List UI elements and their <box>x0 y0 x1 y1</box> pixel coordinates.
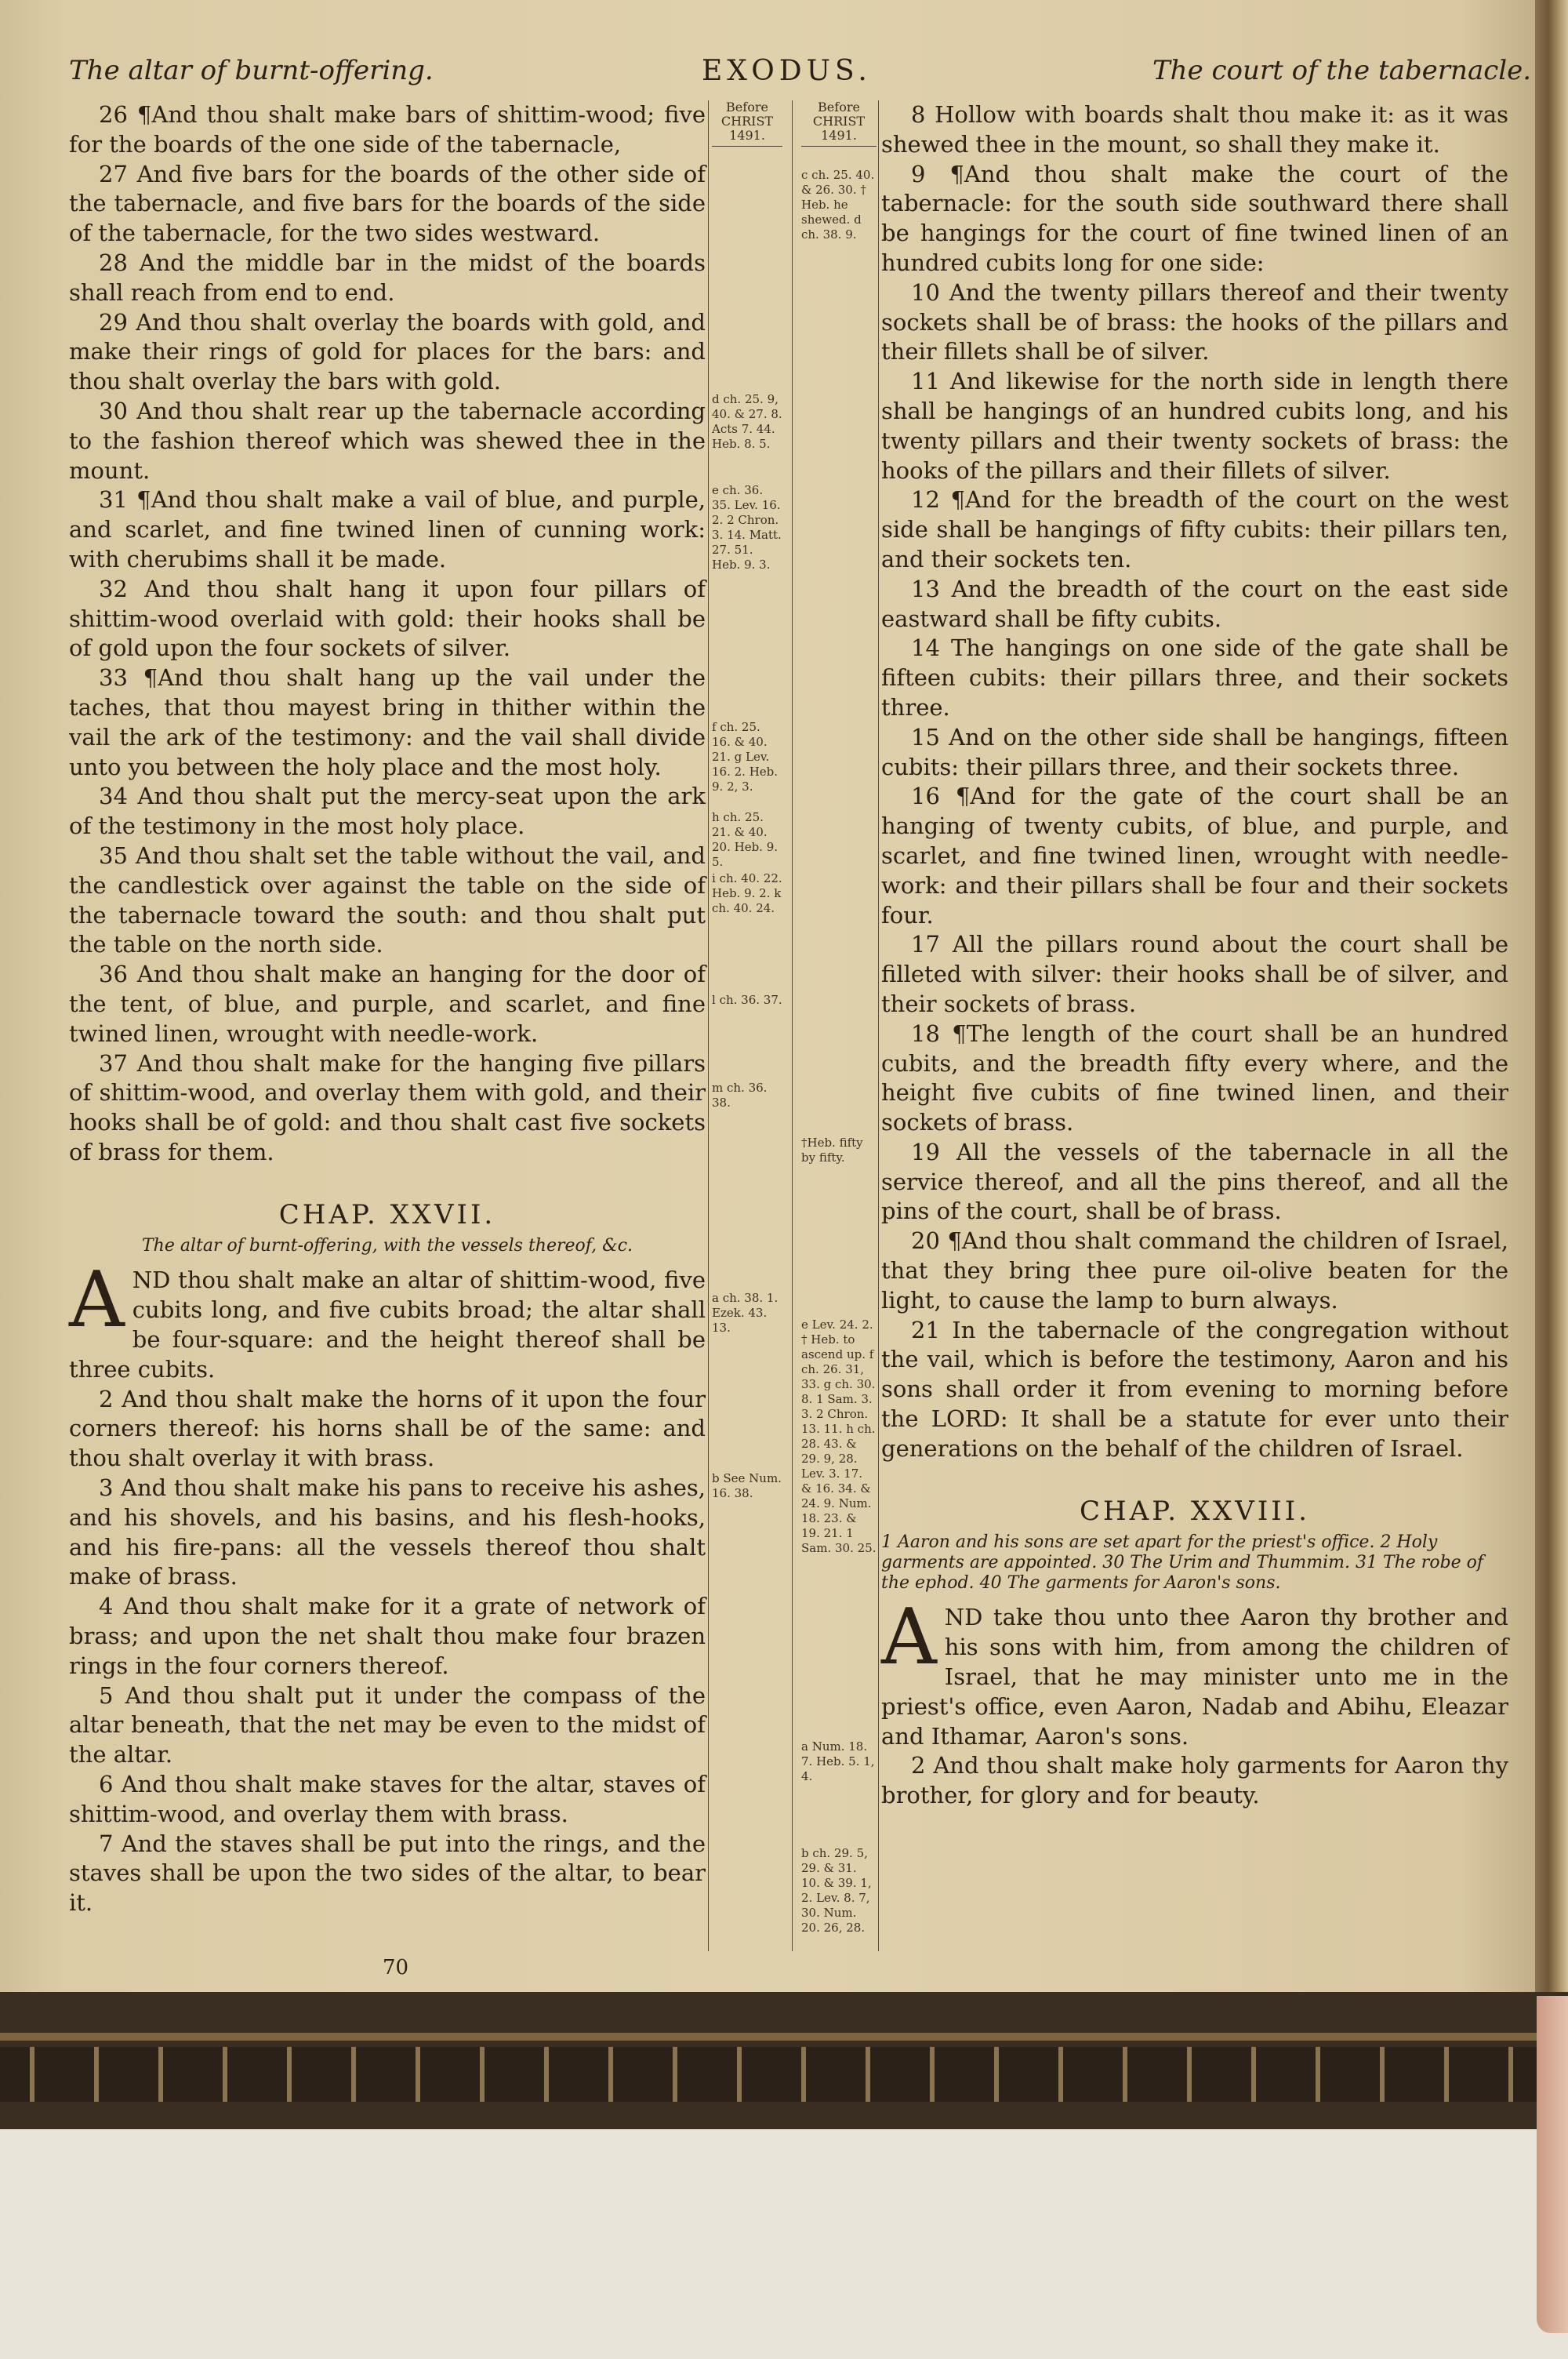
verse: 9 ¶And thou shalt make the court of the tabernacle: for the south side southward there shall be hangings for the court of fine twined linen of an hundred cubits long for one side: <box>881 160 1508 276</box>
verse: 32 And thou shalt hang it upon four pillars of shittim-wood overlaid with gold: their hooks shall be of gold upon the four sockets of silver. <box>69 575 706 662</box>
chapter-title: CHAP. XXVII. <box>278 1198 496 1230</box>
before-christ-label: Before CHRIST 1491. <box>712 100 782 147</box>
column-rule <box>708 100 709 1951</box>
margin-note: †Heb. fifty by fifty. <box>801 1136 863 1165</box>
column-rule <box>792 100 793 1951</box>
verse: ND thou shalt make an altar of shittim-wood, five cubits long, and five cubits broad; the altar shall be four-square: and the height thereof shall be three cubits. <box>69 1267 706 1383</box>
margin-note: d ch. 25. 9, 40. & 27. 8. Acts 7. 44. Heb. 8. 5. <box>712 392 782 451</box>
running-head-book: EXODUS. <box>702 55 872 87</box>
verse: 2 And thou shalt make the horns of it upon the four corners thereof: his horns shall be of the same: and thou shalt overlay it with brass. <box>69 1385 706 1472</box>
margin-note: b See Num. 16. 38. <box>712 1471 782 1500</box>
verse: 33 ¶And thou shalt hang up the vail under the taches, that thou mayest bring in thither within the vail the ark of the testimony: and the vail shall divide unto you between the holy place and the most holy. <box>69 664 706 780</box>
bookmark-cloth <box>1537 1996 1568 2333</box>
margin-references-right <box>801 100 877 1935</box>
verse: 18 ¶The length of the court shall be an hundred cubits, and the breadth fifty every where, and the height five cubits of fine twined linen, and their sockets of brass. <box>881 1020 1508 1136</box>
verse: 17 All the pillars round about the court shall be filleted with silver: their hooks shall be of silver, and their sockets of brass. <box>881 931 1508 1017</box>
verse: 4 And thou shalt make for it a grate of network of brass; and upon the net shalt thou make four brazen rings in the four corners thereof. <box>69 1593 706 1679</box>
verse: 7 And the staves shall be put into the rings, and the staves shall be upon the two sides of the altar, to bear it. <box>69 1830 706 1917</box>
verse: 30 And thou shalt rear up the tabernacle according to the fashion thereof which was shewed thee in the mount. <box>69 397 706 484</box>
drop-cap: A <box>881 1593 937 1683</box>
before-christ-label: Before CHRIST 1491. <box>801 100 877 147</box>
margin-note: h ch. 25. 21. & 40. 20. Heb. 9. 5. <box>712 810 779 869</box>
book-spine <box>1535 0 1568 1992</box>
verse: 29 And thou shalt overlay the boards with gold, and make their rings of gold for places for the bars: and thou shalt overlay the bars with gold. <box>69 308 706 395</box>
book-binding-edge <box>0 1992 1568 2129</box>
verse: 11 And likewise for the north side in length there shall be hangings of an hundred cubits long, and his twenty pillars and their twenty sockets of brass: the hooks of the pillars and their fillets of silver. <box>881 368 1508 484</box>
verse: 13 And the breadth of the court on the east side eastward shall be fifty cubits. <box>881 575 1508 632</box>
verse: 6 And thou shalt make staves for the altar, staves of shittim-wood, and overlay them with brass. <box>69 1771 706 1827</box>
margin-note: l ch. 36. 37. <box>712 993 782 1007</box>
verse: 8 Hollow with boards shalt thou make it: as it was shewed thee in the mount, so shall they make it. <box>881 101 1508 158</box>
verse: 21 In the tabernacle of the congregation without the vail, which is before the testimony, Aaron and his sons shall order it from evening to morning before the LORD: It shall be a statute for ever unto their generations on the behalf of the children of Israel. <box>881 1316 1508 1462</box>
verse: 28 And the middle bar in the midst of the boards shall reach from end to end. <box>69 249 706 306</box>
verse: 34 And thou shalt put the mercy-seat upon the ark of the testimony in the most holy place. <box>69 783 706 840</box>
verse: 20 ¶And thou shalt command the children of Israel, that they bring thee pure oil-olive beaten for the light, to cause the lamp to burn always. <box>881 1227 1508 1314</box>
running-head-right: The court of the tabernacle. <box>1152 55 1532 86</box>
margin-note: f ch. 25. 16. & 40. 21. g Lev. 16. 2. Heb. 9. 2, 3. <box>712 720 779 794</box>
margin-note: m ch. 36. 38. <box>712 1081 768 1110</box>
verse: ND take thou unto thee Aaron thy brother and his sons with him, from among the children of Israel, that he may minister unto me in the priest's office, even Aaron, Nadab and Abihu, Eleazar and Ithamar, Aaron's sons. <box>881 1604 1508 1750</box>
margin-note: i ch. 40. 22. Heb. 9. 2. k ch. 40. 24. <box>712 871 782 915</box>
verse: 27 And five bars for the boards of the other side of the tabernacle, and five bars for the boards of the side of the tabernacle, for the two sides westward. <box>69 160 706 247</box>
verse: 37 And thou shalt make for the hanging five pillars of shittim-wood, and overlay them with gold, and their hooks shall be of gold: and thou shalt cast five sockets of brass for them. <box>69 1049 706 1165</box>
verse: 2 And thou shalt make holy garments for Aaron thy brother, for glory and for beauty. <box>881 1752 1508 1809</box>
left-column <box>69 100 706 1918</box>
running-head-left: The altar of burnt-offering. <box>69 55 434 86</box>
margin-note: a ch. 38. 1. Ezek. 43. 13. <box>712 1291 779 1335</box>
verse: 31 ¶And thou shalt make a vail of blue, and purple, and scarlet, and fine twined linen of cunning work: with cherubims shall it be made. <box>69 486 706 572</box>
chapter-summary: 1 Aaron and his sons are set apart for the priest's office. 2 Holy garments are appointed. 30 The Urim and Thummim. 31 The robe of the ephod. 40 The garments for Aaron's sons. <box>881 1532 1484 1594</box>
binding-gilt-line <box>0 2033 1568 2041</box>
margin-note: b ch. 29. 5, 29. & 31. 10. & 39. 1, 2. Lev. 8. 7, 30. Num. 20. 26, 28. <box>801 1846 872 1935</box>
chapter-title: CHAP. XXVIII. <box>1080 1495 1310 1527</box>
column-rule <box>878 100 879 1951</box>
verse: 26 ¶And thou shalt make bars of shittim-wood; five for the boards of the one side of the tabernacle, <box>69 101 706 158</box>
verse: 5 And thou shalt put it under the compass of the altar beneath, that the net may be even to the midst of the altar. <box>69 1681 706 1768</box>
margin-note: e ch. 36. 35. Lev. 16. 2. 2 Chron. 3. 14. Matt. 27. 51. Heb. 9. 3. <box>712 483 782 572</box>
drop-cap: A <box>69 1256 125 1346</box>
verse: 19 All the vessels of the tabernacle in all the service thereof, and all the pins thereof, and all the pins of the court, shall be of brass. <box>881 1138 1508 1225</box>
margin-note: e Lev. 24. 2. † Heb. to ascend up. f ch. 26. 31, 33. g ch. 30. 8. 1 Sam. 3. 3. 2 Chron. 13. 11. h ch. 28. 43. & 29. 9, 28. Lev. 3. 17. & 16. 34. & 24. 9. Num. 18. 23. & 19. 21. 1 Sam. 30. 25. <box>801 1318 877 1555</box>
right-column <box>881 100 1508 1811</box>
margin-note: a Num. 18. 7. Heb. 5. 1, 4. <box>801 1739 875 1783</box>
verse: 36 And thou shalt make an hanging for the door of the tent, of blue, and purple, and scarlet, and fine twined linen, wrought with needle-work. <box>69 961 706 1047</box>
margin-note: c ch. 25. 40. & 26. 30. † Heb. he shewed. d ch. 38. 9. <box>801 168 875 242</box>
binding-ornament-band <box>0 2047 1568 2102</box>
verse: 16 ¶And for the gate of the court shall be an hanging of twenty cubits, of blue, and purple, and scarlet, and fine twined linen, wrought with needle-work: and their pillars shall be four and their sockets four. <box>881 783 1508 929</box>
chapter-summary: The altar of burnt-offering, with the vessels thereof, &c. <box>141 1236 633 1256</box>
verse: 14 The hangings on one side of the gate shall be fifteen cubits: their pillars three, and their sockets three. <box>881 634 1508 721</box>
margin-references-left <box>712 100 782 1500</box>
verse: 3 And thou shalt make his pans to receive his ashes, and his shovels, and his basins, and his flesh-hooks, and his fire-pans: all the vessels thereof thou shalt make of brass. <box>69 1474 706 1590</box>
page-number: 70 <box>383 1956 409 1979</box>
verse: 35 And thou shalt set the table without the vail, and the candlestick over against the table on the side of the tabernacle toward the south: and thou shalt put the table on the north side. <box>69 841 706 958</box>
verse: 10 And the twenty pillars thereof and their twenty sockets shall be of brass: the hooks of the pillars and their fillets shall be of silver. <box>881 278 1508 365</box>
verse: 15 And on the other side shall be hangings, fifteen cubits: their pillars three, and their sockets three. <box>881 723 1508 780</box>
verse: 12 ¶And for the breadth of the court on the west side shall be hangings of fifty cubits: their pillars ten, and their sockets ten. <box>881 486 1508 572</box>
